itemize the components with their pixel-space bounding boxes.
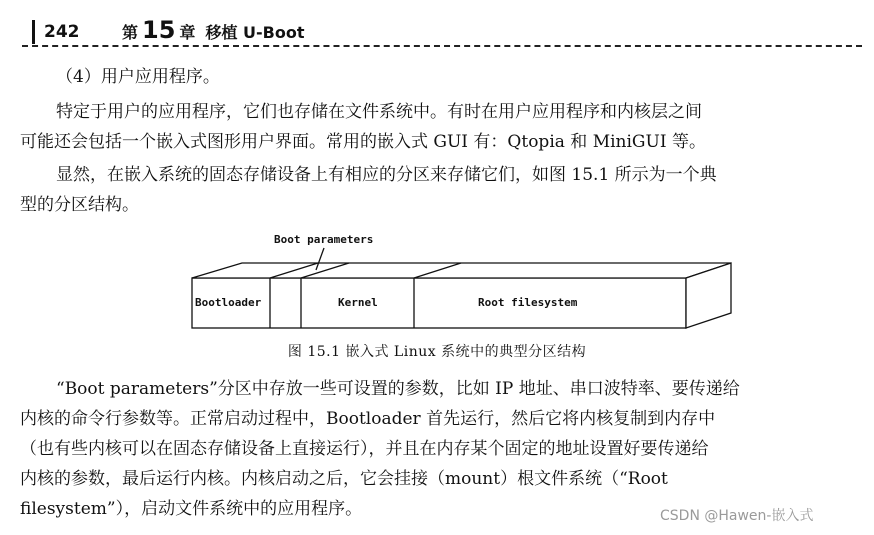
partition-front-face (192, 278, 686, 328)
partition-top-face (192, 263, 731, 278)
chapter-heading (122, 16, 304, 44)
partition-diagram-svg (0, 228, 874, 343)
paragraph-3-line-2: 内核的命令行参数等。正常启动过程中，Bootloader 首先运行，然后它将内核复制到内存中 (20, 409, 716, 429)
boot-parameters-callout: Boot parameters (274, 233, 374, 246)
item4-heading: （4）用户应用程序。 (56, 67, 220, 87)
segment-root-filesystem-label: Root filesystem (478, 296, 578, 309)
paragraph-1-line-2: 可能还会包括一个嵌入式图形用户界面。常用的嵌入式 GUI 有：Qtopia 和 MiniGUI 等。 (20, 132, 706, 152)
paragraph-3-line-4: 内核的参数，最后运行内核。内核启动之后，它会挂接（mount）根文件系统（“Root (20, 469, 668, 489)
chapter-number: 15 (142, 16, 176, 44)
chapter-title: 移植 U-Boot (205, 23, 305, 42)
figure-caption: 图 15.1 嵌入式 Linux 系统中的典型分区结构 (287, 344, 587, 360)
segment-kernel-label: Kernel (338, 296, 378, 309)
chapter-suffix: 章 (179, 23, 196, 42)
paragraph-3-line-1: “Boot parameters”分区中存放一些可设置的参数，比如 IP 地址、串口波特率、要传递给 (56, 379, 740, 399)
paragraph-2-line-2: 型的分区结构。 (20, 195, 139, 215)
chapter-prefix: 第 (122, 23, 139, 42)
segment-bootloader-label: Bootloader (195, 296, 262, 309)
paragraph-3-line-3: （也有些内核可以在固态存储设备上直接运行），并且在内存某个固定的地址设置好要传递给 (20, 439, 709, 459)
header-divider (22, 45, 862, 47)
csdn-watermark: CSDN @Hawen-嵌入式 (660, 508, 814, 524)
page-number: 242 (44, 22, 80, 42)
partition-diagram (0, 228, 874, 343)
header-bar-mark (32, 20, 35, 44)
paragraph-1-line-1: 特定于用户的应用程序，它们也存储在文件系统中。有时在用户应用程序和内核层之间 (56, 102, 702, 122)
page-header (22, 14, 862, 50)
paragraph-3-line-5: filesystem”），启动文件系统中的应用程序。 (20, 499, 363, 519)
paragraph-2-line-1: 显然，在嵌入系统的固态存储设备上有相应的分区来存储它们，如图 15.1 所示为一个典 (56, 165, 717, 185)
